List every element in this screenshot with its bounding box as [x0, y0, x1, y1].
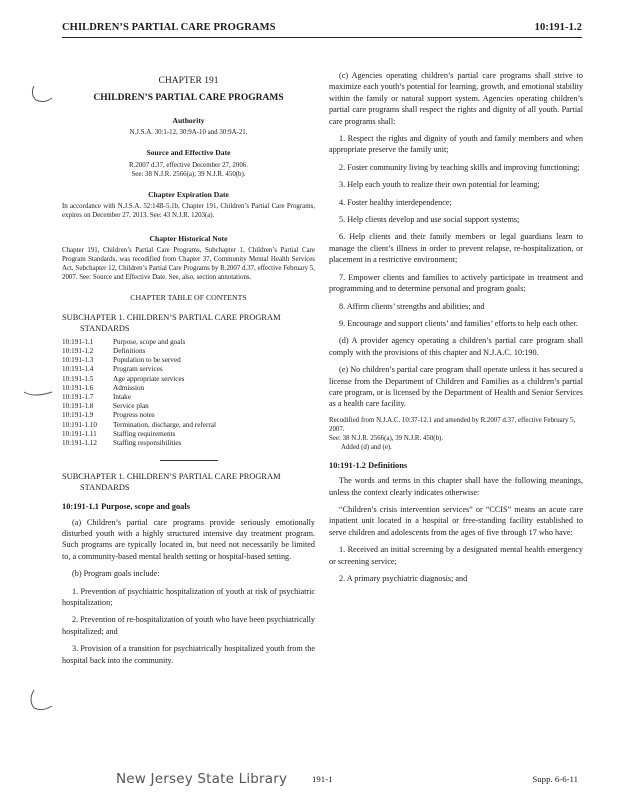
toc-entry-label: Service plan — [113, 402, 149, 411]
goal-item: 8. Affirm clients’ strengths and abilities; and — [339, 301, 485, 311]
toc-entry-label: Termination, discharge, and referral — [113, 420, 216, 429]
paragraph-b2: 2. Prevention of re-hospitalization of youth who have been psychiatrically hospitalized; and — [62, 615, 315, 636]
page-number: 191-1 — [312, 774, 333, 784]
toc-entry-label: Purpose, scope and goals — [113, 337, 186, 346]
goal-item: 9. Encourage and support clients’ and families’ efforts to help each other. — [339, 318, 578, 328]
toc-entry-number: 10:191-1.3 — [62, 356, 94, 365]
section-heading-1-1: 10:191-1.1 Purpose, scope and goals — [62, 502, 190, 512]
toc-entry — [62, 430, 315, 439]
right-column — [329, 70, 583, 590]
source-text-2: See: 38 N.J.R. 2566(a), 39 N.J.R. 450(b). — [131, 170, 246, 178]
expiration-text: In accordance with N.J.S.A. 52:14B-5.1b, Chapter 191, Children’s Partial Care Programs, expires on December 27, 2013. See: 43 N.J.R. 1203(a). — [62, 203, 315, 220]
toc-heading: CHAPTER TABLE OF CONTENTS — [130, 293, 247, 303]
margin-mark — [20, 688, 54, 714]
goal-item: 7. Empower clients and families to actively participate in treatment and programming and to determine personal and program goals; — [329, 272, 583, 294]
chapter-title: CHILDREN’S PARTIAL CARE PROGRAMS — [93, 93, 284, 104]
toc-entry-number: 10:191-1.2 — [62, 346, 94, 355]
toc-entry — [62, 393, 315, 402]
toc-entry-label: Population to be served — [113, 356, 181, 365]
toc-entry-number: 10:191-1.9 — [62, 411, 94, 420]
library-watermark: New Jersey State Library — [116, 771, 288, 787]
toc-entry-number: 10:191-1.11 — [62, 429, 97, 438]
authority-text: N.J.S.A. 30:1-12, 30:9A-10 and 30:9A-21. — [129, 129, 248, 137]
authority-heading: Authority — [172, 115, 205, 125]
goal-list — [329, 133, 583, 329]
goal-item: 2. Foster community living by teaching skills and improving functioning; — [339, 162, 580, 172]
source-text-1: R.2007 d.37, effective December 27, 2006. — [129, 161, 248, 169]
definition-item-2: 2. A primary psychiatric diagnosis; and — [339, 574, 468, 583]
toc-entry — [62, 421, 315, 430]
toc-entry — [62, 402, 315, 411]
running-header-title: CHILDREN’S PARTIAL CARE PROGRAMS — [62, 22, 276, 33]
paragraph-d: (d) A provider agency operating a children’s partial care program shall comply with the provisions of this chapter and N.J.A.C. 10:190. — [329, 336, 583, 357]
margin-mark — [20, 386, 54, 408]
toc-entry — [62, 347, 315, 356]
goal-item: 3. Help each youth to realize their own potential for learning; — [339, 180, 540, 190]
toc-entry — [62, 439, 315, 448]
toc-entry-label: Program services — [113, 365, 163, 374]
table-of-contents — [62, 338, 315, 448]
toc-entry-label: Progress notes — [113, 411, 155, 420]
recodification-note — [329, 416, 583, 452]
note-line: Recodified from N.J.A.C. 10:37-12.1 and amended by R.2007 d.37, effective February 5, 2007. — [329, 416, 576, 433]
toc-entry-number: 10:191-1.4 — [62, 365, 94, 374]
margin-mark — [20, 84, 54, 106]
toc-entry — [62, 411, 315, 420]
toc-entry — [62, 384, 315, 393]
chapter-number: CHAPTER 191 — [158, 76, 219, 86]
definition-ccis: “Children’s crisis intervention services” or “CCIS” means an acute care inpatient unit located in a hospital or free-standing facility established to serve children and adolescents from the ages of five through 17 who have: — [329, 504, 583, 537]
note-line: See: 38 N.J.R. 2566(a), 39 N.J.R. 450(b). — [329, 434, 444, 442]
section-heading-1-2: 10:191-1.2 Definitions — [329, 460, 408, 470]
toc-entry — [62, 375, 315, 384]
toc-entry-number: 10:191-1.7 — [62, 392, 94, 401]
toc-entry-label: Staffing requirements — [113, 429, 176, 438]
expiration-heading: Chapter Expiration Date — [148, 189, 229, 199]
goal-item: 5. Help clients develop and use social support systems; — [339, 215, 520, 225]
toc-entry-number: 10:191-1.5 — [62, 374, 94, 383]
paragraph-b1: 1. Prevention of psychiatric hospitalization of youth at risk of psychiatric hospitalization; — [62, 586, 315, 607]
toc-entry-number: 10:191-1.10 — [62, 420, 97, 429]
toc-entry-number: 10:191-1.8 — [62, 402, 94, 411]
toc-entry-label: Age appropriate services — [113, 374, 185, 383]
note-line: Added (d) and (e). — [341, 443, 392, 451]
toc-subchapter: SUBCHAPTER 1. CHILDREN’S PARTIAL CARE PROGRAM STANDARDS — [62, 312, 281, 333]
toc-entry-number: 10:191-1.12 — [62, 438, 97, 447]
goal-item: 1. Respect the rights and dignity of youth and family members and when appropriate preserve the family unit; — [329, 134, 583, 155]
toc-entry-label: Intake — [113, 392, 131, 401]
goal-item: 6. Help clients and their family members or legal guardians learn to manage the client’s illness in order to prevent relapse, re-hospitalization, or placement in a restrictive environment; — [329, 232, 583, 265]
definitions-intro: The words and terms in this chapter shall have the following meanings, unless the context clearly indicates otherwise: — [329, 476, 583, 497]
source-heading: Source and Effective Date — [146, 148, 231, 158]
toc-entry — [62, 365, 315, 374]
running-header-section: 10:191-1.2 — [534, 22, 582, 33]
left-column — [62, 70, 315, 672]
toc-entry — [62, 338, 315, 347]
paragraph-c: (c) Agencies operating children’s partial care programs shall strive to maximize each youth’s potential for learning, growth, and emotional stability within the family or natural support system. Agencies operating children’s partial care programs shall respect the rights and dignity of all youth. Partial care programs shall: — [329, 71, 583, 126]
toc-entry-label: Admission — [113, 383, 145, 392]
running-header — [62, 20, 582, 36]
header-rule — [62, 37, 582, 38]
paragraph-b3: 3. Provision of a transition for psychiatrically hospitalized youth from the hospital back into the community. — [62, 644, 315, 665]
supplement-date: Supp. 6-6-11 — [532, 774, 578, 784]
paragraph-a: (a) Children’s partial care programs provide seriously emotionally disturbed youth with a highly structured intensive day treatment program. Such programs are typically located in, but need not necessarily be limited to, a community-based mental health setting or hospital-based setting. — [62, 517, 315, 561]
toc-entry-number: 10:191-1.6 — [62, 383, 94, 392]
subchapter-heading: SUBCHAPTER 1. CHILDREN’S PARTIAL CARE PROGRAM STANDARDS — [62, 472, 281, 493]
paragraph-e: (e) No children’s partial care program shall operate unless it has secured a license from the Department of Children and Families as a children’s partial care program, or is licensed by the Department of Health and Senior Services as a health care facility. — [329, 365, 583, 409]
history-heading: Chapter Historical Note — [149, 233, 228, 243]
toc-entry — [62, 356, 315, 365]
toc-entry-label: Definitions — [113, 346, 146, 355]
toc-entry-label: Staffing responsibilities — [113, 438, 182, 447]
goal-item: 4. Foster healthy interdependence; — [339, 197, 452, 207]
history-text: Chapter 191, Children’s Partial Care Programs, Subchapter 1, Children’s Partial Care Program Standards, was recodified from Chapter 37, Community Mental Health Services Act, Subchapter 12, Children’s Partial Care Programs by R.2007 d.37, effective February 5, 2007. See: Source and Effective Date. See, also, section annotations. — [62, 246, 315, 282]
divider — [160, 460, 218, 461]
definition-item-1: 1. Received an initial screening by a designated mental health emergency or screening service; — [329, 545, 583, 566]
paragraph-b: (b) Program goals include: — [72, 569, 160, 579]
toc-entry-number: 10:191-1.1 — [62, 337, 94, 346]
